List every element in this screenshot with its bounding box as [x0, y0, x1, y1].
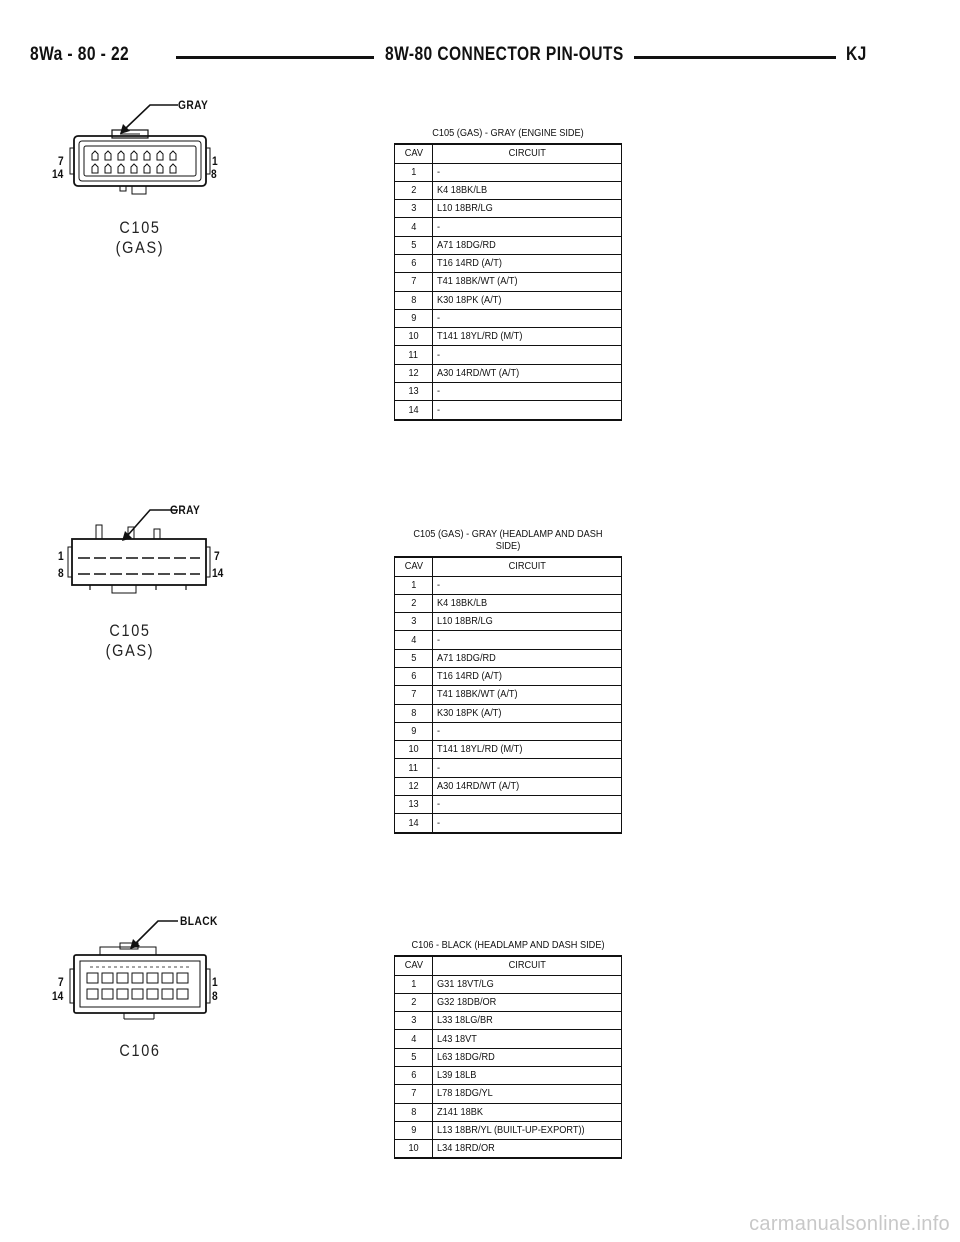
- vehicle-code: KJ: [846, 44, 867, 65]
- pin-label-bottom-left: 14: [52, 167, 64, 181]
- table-row: [395, 649, 622, 667]
- circuit-cell: L78 18DG/YL: [433, 1085, 622, 1103]
- pin-label-top-right: 1: [212, 975, 218, 989]
- pin-label-top-left: 7: [58, 975, 64, 989]
- pin-label-top-left: 1: [58, 549, 64, 563]
- connector-variant: (GAS): [105, 641, 155, 660]
- pin-label-top-right: 7: [214, 549, 220, 563]
- cav-cell: 14: [395, 814, 433, 833]
- circuit-cell: T16 14RD (A/T): [433, 254, 622, 272]
- circuit-cell: -: [433, 218, 622, 236]
- table-row: [395, 328, 622, 346]
- pinout-grid: [394, 143, 622, 421]
- column-header-cav: CAV: [395, 557, 433, 576]
- connector-name: C106: [119, 1041, 161, 1060]
- table-title: C105 (GAS) - GRAY (ENGINE SIDE): [432, 128, 584, 139]
- circuit-cell: -: [433, 401, 622, 420]
- table-row: [395, 401, 622, 420]
- table-row: [395, 704, 622, 722]
- cav-cell: 9: [395, 1121, 433, 1139]
- table-row: [395, 777, 622, 795]
- connector-c106-diagram: [50, 915, 230, 1065]
- table-row: [395, 631, 622, 649]
- pin-label-top-right: 1: [212, 154, 218, 168]
- column-header-circuit: CIRCUIT: [433, 557, 622, 576]
- cav-cell: 6: [395, 254, 433, 272]
- table-row: [395, 309, 622, 327]
- circuit-cell: -: [433, 796, 622, 814]
- watermark-text: carmanualsonline.info: [749, 1213, 950, 1235]
- table-row: [395, 273, 622, 291]
- circuit-cell: -: [433, 759, 622, 777]
- cav-cell: 2: [395, 181, 433, 199]
- pinout-grid: [394, 556, 622, 834]
- circuit-cell: L34 18RD/OR: [433, 1140, 622, 1159]
- cav-cell: 14: [395, 401, 433, 420]
- pin-label-bottom-left: 14: [52, 989, 64, 1003]
- table-title-line2: SIDE): [495, 541, 521, 552]
- circuit-cell: L13 18BR/YL (BUILT-UP-EXPORT)): [433, 1121, 622, 1139]
- circuit-cell: -: [433, 383, 622, 401]
- cav-cell: 8: [395, 291, 433, 309]
- cav-cell: 1: [395, 975, 433, 993]
- table-row: [395, 722, 622, 740]
- cav-cell: 11: [395, 759, 433, 777]
- connector-name: C105: [119, 218, 161, 237]
- circuit-cell: T141 18YL/RD (M/T): [433, 328, 622, 346]
- table-row: [395, 1085, 622, 1103]
- page-header: [0, 0, 960, 90]
- table-row: [395, 291, 622, 309]
- table-row: [395, 686, 622, 704]
- table-row: [395, 613, 622, 631]
- cav-cell: 7: [395, 686, 433, 704]
- header-rule-left: [176, 56, 374, 59]
- connector-name: C105: [109, 621, 151, 640]
- table-row: [395, 163, 622, 181]
- table-row: [395, 1140, 622, 1159]
- column-header-cav: CAV: [395, 956, 433, 975]
- pinout-table-c105-engine: [394, 128, 622, 421]
- circuit-cell: L10 18BR/LG: [433, 613, 622, 631]
- cav-cell: 6: [395, 667, 433, 685]
- table-title-line1: C105 (GAS) - GRAY (HEADLAMP AND DASH: [413, 529, 603, 540]
- circuit-cell: -: [433, 631, 622, 649]
- cav-cell: 2: [395, 594, 433, 612]
- circuit-cell: K30 18PK (A/T): [433, 704, 622, 722]
- cav-cell: 7: [395, 1085, 433, 1103]
- cav-cell: 1: [395, 576, 433, 594]
- table-row: [395, 796, 622, 814]
- table-row: [395, 1103, 622, 1121]
- cav-cell: 5: [395, 236, 433, 254]
- circuit-cell: T16 14RD (A/T): [433, 667, 622, 685]
- connector-color-tag: BLACK: [180, 914, 218, 928]
- table-row: [395, 254, 622, 272]
- cav-cell: 5: [395, 1048, 433, 1066]
- cav-cell: 1: [395, 163, 433, 181]
- pin-label-top-left: 7: [58, 154, 64, 168]
- table-row: [395, 1066, 622, 1084]
- cav-cell: 7: [395, 273, 433, 291]
- column-header-circuit: CIRCUIT: [433, 956, 622, 975]
- table-row: [395, 346, 622, 364]
- circuit-cell: L33 18LG/BR: [433, 1012, 622, 1030]
- table-header-row: [395, 557, 622, 576]
- table-row: [395, 218, 622, 236]
- connector-color-tag: GRAY: [178, 98, 209, 112]
- circuit-cell: K4 18BK/LB: [433, 181, 622, 199]
- circuit-cell: T41 18BK/WT (A/T): [433, 686, 622, 704]
- pin-label-bottom-left: 8: [58, 566, 64, 580]
- circuit-cell: L63 18DG/RD: [433, 1048, 622, 1066]
- cav-cell: 10: [395, 328, 433, 346]
- circuit-cell: T41 18BK/WT (A/T): [433, 273, 622, 291]
- circuit-cell: L39 18LB: [433, 1066, 622, 1084]
- cav-cell: 12: [395, 364, 433, 382]
- cav-cell: 13: [395, 796, 433, 814]
- circuit-cell: -: [433, 576, 622, 594]
- table-row: [395, 1048, 622, 1066]
- cav-cell: 6: [395, 1066, 433, 1084]
- table-row: [395, 667, 622, 685]
- cav-cell: 10: [395, 741, 433, 759]
- connector-c105-dash-diagram: [50, 503, 230, 663]
- cav-cell: 4: [395, 218, 433, 236]
- circuit-cell: T141 18YL/RD (M/T): [433, 741, 622, 759]
- cav-cell: 3: [395, 613, 433, 631]
- table-row: [395, 975, 622, 993]
- cav-cell: 3: [395, 1012, 433, 1030]
- table-title: [403, 529, 613, 553]
- table-title: C106 - BLACK (HEADLAMP AND DASH SIDE): [411, 940, 605, 951]
- pinout-grid: [394, 955, 622, 1159]
- circuit-cell: -: [433, 722, 622, 740]
- circuit-cell: G32 18DB/OR: [433, 993, 622, 1011]
- circuit-cell: A71 18DG/RD: [433, 649, 622, 667]
- connector-color-tag: GRAY: [170, 503, 201, 517]
- cav-cell: 5: [395, 649, 433, 667]
- page-reference: 8Wa - 80 - 22: [30, 44, 130, 65]
- circuit-cell: A30 14RD/WT (A/T): [433, 777, 622, 795]
- cav-cell: 11: [395, 346, 433, 364]
- table-row: [395, 200, 622, 218]
- cav-cell: 4: [395, 631, 433, 649]
- table-row: [395, 383, 622, 401]
- table-row: [395, 741, 622, 759]
- table-row: [395, 236, 622, 254]
- cav-cell: 9: [395, 309, 433, 327]
- cav-cell: 10: [395, 1140, 433, 1159]
- cav-cell: 4: [395, 1030, 433, 1048]
- connector-c105-engine-diagram: [50, 100, 230, 270]
- table-row: [395, 993, 622, 1011]
- circuit-cell: A30 14RD/WT (A/T): [433, 364, 622, 382]
- circuit-cell: -: [433, 309, 622, 327]
- pin-label-bottom-right: 8: [212, 989, 218, 1003]
- table-row: [395, 1012, 622, 1030]
- table-row: [395, 576, 622, 594]
- column-header-cav: CAV: [395, 144, 433, 163]
- circuit-cell: -: [433, 814, 622, 833]
- circuit-cell: -: [433, 346, 622, 364]
- circuit-cell: K4 18BK/LB: [433, 594, 622, 612]
- table-row: [395, 814, 622, 833]
- pin-label-bottom-right: 8: [211, 167, 217, 181]
- circuit-cell: -: [433, 163, 622, 181]
- circuit-cell: K30 18PK (A/T): [433, 291, 622, 309]
- circuit-cell: L43 18VT: [433, 1030, 622, 1048]
- cav-cell: 13: [395, 383, 433, 401]
- table-row: [395, 594, 622, 612]
- cav-cell: 12: [395, 777, 433, 795]
- cav-cell: 2: [395, 993, 433, 1011]
- cav-cell: 9: [395, 722, 433, 740]
- cav-cell: 8: [395, 1103, 433, 1121]
- circuit-cell: G31 18VT/LG: [433, 975, 622, 993]
- cav-cell: 3: [395, 200, 433, 218]
- pinout-table-c106: [394, 940, 622, 1159]
- pin-label-bottom-right: 14: [212, 566, 224, 580]
- cav-cell: 8: [395, 704, 433, 722]
- table-row: [395, 181, 622, 199]
- section-title: 8W-80 CONNECTOR PIN-OUTS: [385, 44, 624, 65]
- table-row: [395, 1121, 622, 1139]
- table-header-row: [395, 956, 622, 975]
- column-header-circuit: CIRCUIT: [433, 144, 622, 163]
- table-row: [395, 759, 622, 777]
- table-header-row: [395, 144, 622, 163]
- table-row: [395, 1030, 622, 1048]
- circuit-cell: A71 18DG/RD: [433, 236, 622, 254]
- circuit-cell: L10 18BR/LG: [433, 200, 622, 218]
- circuit-cell: Z141 18BK: [433, 1103, 622, 1121]
- connector-variant: (GAS): [115, 238, 165, 257]
- header-rule-right: [634, 56, 836, 59]
- pinout-table-c105-dash: [394, 529, 622, 834]
- table-row: [395, 364, 622, 382]
